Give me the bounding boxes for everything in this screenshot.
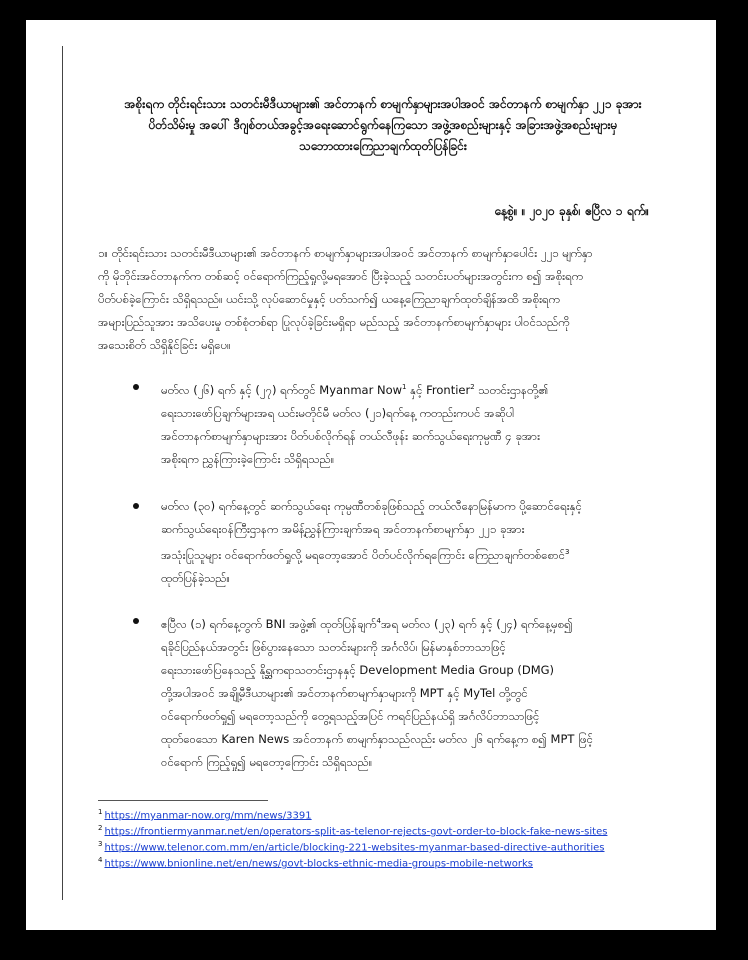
footnote-divider (98, 800, 268, 801)
footnote-link[interactable]: https://www.telenor.com.mm/en/article/blocking-221-websites-myanmar-based-directive-authorities (104, 842, 605, 854)
bullet-line: ထုတ်ပြန်ခဲ့သည်။ (161, 570, 230, 585)
bullet-line: ထုတ်ဝေသော Karen News အင်တာနက် စာမျက်နှာသည်လည်း မတ်လ ၂၆ ရက်နေ့က စ၍ MPT ဖြင့် (161, 731, 593, 746)
intro-line: အများပြည်သူအား အသိပေးမှု တစ်စုံတစ်ရာ ပြုလုပ်ခဲ့ခြင်းမရှိရာ မည်သည့် အင်တာနက်စာမျက်နှာများ ပါဝင်သည်ကို (98, 315, 570, 329)
bullet-line: တို့အပါအဝင် အချို့မီဒီယာများ၏ အင်တာနက်စာမျက်နှာများကို MPT နှင့် MyTel တို့တွင် (161, 685, 528, 700)
bullet-line: မတ်လ (၂၆) ရက် နှင့် (၂၇) ရက်တွင် Myanmar Now$^1$ နှင့် Frontier$^2$ သတင်းဌာနတို့၏ (161, 382, 549, 397)
bullet-line: အစိုးရက ညွှန်ကြားခဲ့ကြောင်း သိရှိရသည်။ (161, 451, 335, 466)
footnote-link[interactable]: https://www.bnionline.net/en/news/govt-blocks-ethnic-media-groups-mobile-networks (104, 858, 534, 870)
footnote-link[interactable]: https://myanmar-now.org/mm/news/3391 (104, 810, 312, 822)
bullet-line: ဆက်သွယ်ရေးဝန်ကြီးဌာနက အမိန့်ညွှန်ကြားချက်အရ အင်တာနက်စာမျက်နှာ ၂၂၁ ခုအား (161, 522, 525, 536)
intro-line: ၁။ တိုင်းရင်းသား သတင်းမီဒီယာများ၏ အင်တာနက် စာမျက်နှာများအပါအဝင် အင်တာနက် စာမျက်နှာပေါင်း ၂၂၁ မျက်နှာ (98, 246, 593, 260)
bullet-line: ရေးသားဖော်ပြချက်များအရ ယင်းမတိုင်မီ မတ်လ (၂၁)ရက်နေ့ ကတည်းကပင် အဆိုပါ (161, 405, 515, 420)
footnote-2: $^2$ https://frontiermyanmar.net/en/operators-split-as-telenor-rejects-govt-order-to-block-fake-news-sites (98, 824, 608, 838)
bullet-line: ဝင်ရောက်ဖတ်ရှု၍ မရတော့သည်ကို တွေ့ရသည့်အပြင် ကရင်ပြည်နယ်ရှိ အင်္ဂလိပ်ဘာသာဖြင့် (161, 708, 540, 723)
bullet-item-3 (161, 610, 671, 774)
title-line-2: ပိတ်သိမ်းမှု အပေါ် ဒီဂျစ်တယ်အခွင့်အရေးဆောင်ရွက်နေကြသော အဖွဲ့အစည်းများနှင့် အခြားအဖွဲ့အစည်းများမှ (148, 118, 618, 132)
bullet-icon (133, 618, 139, 624)
title-line-1: အစိုးရက တိုင်းရင်းသား သတင်းမီဒီယာများ၏ အင်တာနက် စာမျက်နှာများအပါအဝင် အင်တာနက် စာမျက်နှာ ၂၂၁ ခုအား (124, 97, 642, 111)
bullet-item-2 (161, 495, 671, 590)
bullet-line: ရခိုင်ပြည်နယ်အတွင်း ဖြစ်ပွားနေသော သတင်းများကို အင်္ဂလိပ်၊ မြန်မာနှစ်ဘာသာဖြင့် (161, 639, 506, 654)
intro-line: ပိတ်ပစ်ခဲ့ကြောင်း သိရှိရသည်။ ယင်းသို့ လုပ်ဆောင်မှုနှင့် ပတ်သက်၍ ယနေ့ကြေညာချက်ထုတ်ချိန်အထိ အစိုးရက (98, 292, 560, 306)
intro-paragraph (98, 242, 668, 357)
bullet-item-1 (161, 376, 671, 471)
document-date: နေ့စွဲ။ ။ ၂၀၂၀ ခုနှစ်၊ ဧပြီလ ၁ ရက်။ (494, 204, 649, 218)
bullet-line: ဝင်ရောက် ကြည့်ရှု၍ မရတော့ကြောင်း သိရှိရသည်။ (161, 754, 373, 769)
bullet-icon (133, 503, 139, 509)
footnote-1: $^1$ https://myanmar-now.org/mm/news/3391 (98, 808, 312, 822)
intro-line: အသေးစိတ် သိရှိနိုင်ခြင်း မရှိပေ။ (98, 338, 231, 352)
footnote-3: $^3$ https://www.telenor.com.mm/en/article/blocking-221-websites-myanmar-based-directive-authorities (98, 840, 605, 854)
footnote-4: $^4$ https://www.bnionline.net/en/news/govt-blocks-ethnic-media-groups-mobile-networks (98, 856, 534, 870)
bullet-line: ရေးသားဖော်ပြနေသည့် နိုရ္ဆကရာသတင်းဌာနနှင့် Development Media Group (DMG) (161, 662, 555, 677)
bullet-line: အသုံးပြုသူများ ဝင်ရောက်ဖတ်ရှုလို့ မရတော့အောင် ပိတ်ပင်လိုက်ရကြောင်း ကြေညာချက်တစ်စောင်$^3$ (161, 547, 570, 562)
bullet-line: အင်တာနက်စာမျက်နှာများအား ပိတ်ပစ်လိုက်ရန် တယ်လီဖုန်း ဆက်သွယ်ရေးကုမ္ပဏီ ၄ ခုအား (161, 428, 541, 443)
intro-line: ကို မိုဘိုင်းအင်တာနက်က တစ်ဆင့် ဝင်ရောက်ကြည့်ရှုလို့မရအောင် ပြီးခဲ့သည့် သတင်းပတ်များအတွင်းက စ၍ အစိုးရက (98, 269, 583, 283)
bullet-line: မတ်လ (၃၀) ရက်နေ့တွင် ဆက်သွယ်ရေး ကုမ္ပဏီတစ်ခုဖြစ်သည့် တယ်လီနောမြန်မာက ပို့ဆောင်ရေးနှင့် (161, 499, 582, 513)
bullet-line: ဧပြီလ (၁) ရက်နေ့တွက် BNI အဖွဲ့၏ ထုတ်ပြန်ချက်$^4$အရ မတ်လ (၂၃) ရက် နှင့် (၂၄) ရက်နေ့မှစ၍ (161, 616, 573, 631)
bullet-icon (133, 384, 139, 390)
footnote-link[interactable]: https://frontiermyanmar.net/en/operators-split-as-telenor-rejects-govt-order-to-block-fake-news-sites (104, 826, 608, 838)
title-line-3: သဘောထားကြေညာချက်ထုတ်ပြန်ခြင်း (299, 139, 467, 153)
document-page (26, 20, 716, 930)
